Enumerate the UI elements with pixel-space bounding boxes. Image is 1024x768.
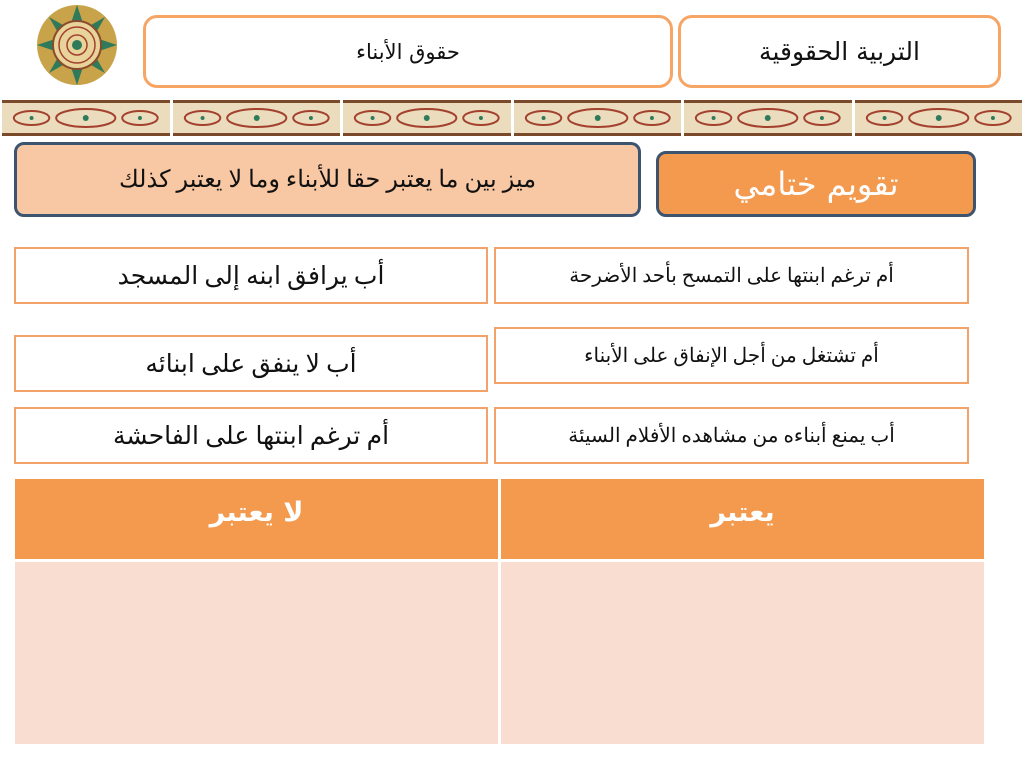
statement-text: أم ترغم ابنتها على التمسح بأحد الأضرحة [569,265,894,287]
lesson-title [143,15,673,88]
statement-text: أم ترغم ابنتها على الفاحشة [112,422,390,450]
ornament-tile [2,100,170,136]
statement-card[interactable] [494,407,969,464]
statement-card[interactable] [14,247,488,304]
assessment-label-text: تقويم ختامي [733,165,899,203]
statement-card[interactable] [14,407,488,464]
header-label: لا يعتبر [209,496,304,528]
ornament-border-strip [0,100,1024,136]
table-header-considered [501,479,984,559]
ornament-medallion [15,2,139,88]
statement-text: أم تشتغل من أجل الإنفاق على الأبناء [584,345,879,367]
subject-title [678,15,1001,88]
instruction-box [14,142,641,217]
drop-zone-considered[interactable] [501,562,984,744]
table-header-not-considered [15,479,498,559]
statement-card[interactable] [494,327,969,384]
header-label: يعتبر [710,496,775,528]
subject-title-text: التربية الحقوقية [759,37,920,66]
drop-zone-not-considered[interactable] [15,562,498,744]
ornament-tile [855,100,1023,136]
statement-card[interactable] [14,335,488,392]
instruction-text: ميز بين ما يعتبر حقا للأبناء وما لا يعتبر كذلك [118,167,537,193]
ornament-tile [343,100,511,136]
statement-text: أب يمنع أبناءه من مشاهده الأفلام السيئة [568,425,895,447]
statement-card[interactable] [494,247,969,304]
ornament-tile [173,100,341,136]
lesson-title-text: حقوق الأبناء [356,39,460,64]
ornament-tile [514,100,682,136]
statement-text: أب لا ينفق على ابنائه [145,350,357,378]
classification-table [15,479,984,744]
ornament-tile [684,100,852,136]
statement-text: أب يرافق ابنه إلى المسجد [117,262,385,290]
assessment-label [656,151,976,217]
